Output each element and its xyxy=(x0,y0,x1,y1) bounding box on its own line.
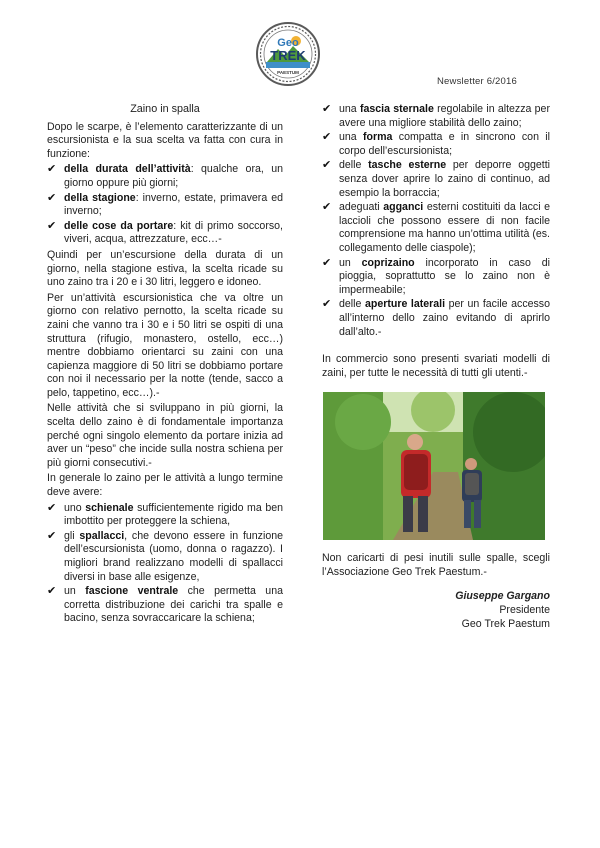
criteria-label: della durata dell’attività xyxy=(64,163,191,176)
list-item xyxy=(322,159,550,200)
list-item xyxy=(47,163,283,190)
checkmark-icon: ✔ xyxy=(322,256,332,269)
feature-text: per deporre oggetti senza dover aprire lo zaino di continuo, ad esempio la borraccia; xyxy=(339,159,551,199)
criteria-label: della stagione xyxy=(64,191,136,204)
commerce-paragraph: In commercio sono presenti svariati modelli di zaini, per tutte le necessità di tutti gli utenti.- xyxy=(322,353,550,379)
feature-prefix: delle xyxy=(339,159,369,172)
feature-prefix: un xyxy=(339,256,362,269)
signature-org: Geo Trek Paestum xyxy=(461,618,550,631)
feature-prefix: delle xyxy=(339,298,365,311)
feature-text: regolabile in altezza per avere una migliore stabilità dello zaino; xyxy=(339,103,550,129)
feature-label: aperture laterali xyxy=(364,298,446,311)
checkmark-icon: ✔ xyxy=(322,201,332,214)
checkmark-icon: ✔ xyxy=(322,298,332,311)
feature-text: che permetta una corretta distribuzione dei carichi tra spalle e bacino, senza sovraccaricare la schiena; xyxy=(64,585,283,625)
paragraph-multi-day: Per un’attività escursionistica che va oltre un giorno con relativo pernotto, la scelta ricade su zaini che vanno tra i 30 e i 50 litri se ospiti di una struttura (rifugio, monastero, ostello, ecc…) mentre dobbiamo orientarci su zaini con una capienza maggiore di 50 litri se dobbiamo portare con noi il necessario per la notte (tende, sacco a pelo, tappetino, ecc…).- xyxy=(47,291,283,399)
features-list-left xyxy=(47,502,283,626)
feature-text: sufficientemente rigido ma ben imbottito per proteggere la schiena, xyxy=(64,501,283,528)
paragraph-importance: Nelle attività che si sviluppano in più giorni, la scelta dello zaino è di fondamentale importanza perché ogni singolo elemento da portare inizia ad aver un “peso” che incide sulla nostra schiena per più giorni consecutivi.- xyxy=(47,402,283,469)
checkmark-icon: ✔ xyxy=(322,159,332,172)
right-column xyxy=(322,103,550,631)
feature-prefix: gli xyxy=(64,529,80,542)
criteria-text: : kit di primo soccorso, viveri, acqua, attrezzature, ecc…- xyxy=(64,219,283,246)
checkmark-icon: ✔ xyxy=(47,585,57,598)
criteria-list xyxy=(47,163,283,247)
feature-label: coprizaino xyxy=(361,256,415,269)
list-item xyxy=(322,103,550,130)
feature-prefix: un xyxy=(64,585,86,598)
list-item xyxy=(47,585,283,626)
checkmark-icon: ✔ xyxy=(47,219,57,232)
feature-label: tasche esterne xyxy=(368,159,447,172)
list-item xyxy=(322,201,550,255)
signature-role: Presidente xyxy=(499,604,550,617)
paragraph-one-day: Quindi per un’escursione della durata di un giorno, nella stagione estiva, la scelta ricade su uno zaino tra i 20 e i 30 litri, leggero e idoneo. xyxy=(47,248,283,289)
feature-label: fascia sternale xyxy=(359,103,434,115)
logo-text-trek: TREK xyxy=(270,48,306,63)
checkmark-icon: ✔ xyxy=(47,501,57,514)
feature-label: fascione ventrale xyxy=(85,585,179,598)
article-title: Zaino in spalla xyxy=(130,103,200,115)
list-item xyxy=(47,502,283,529)
checkmark-icon: ✔ xyxy=(47,529,57,542)
feature-text: incorporato in caso di pioggia, soprattutto se lo zaino non è impermeabile; xyxy=(339,256,550,296)
list-item xyxy=(322,131,550,158)
intro-paragraph: Dopo le scarpe, è l’elemento caratterizzante di un escursionista e la sua scelta va fatta con cura in funzione: xyxy=(47,120,283,160)
newsletter-number: Newsletter 6/2016 xyxy=(437,76,517,87)
criteria-label: delle cose da portare xyxy=(64,219,174,232)
feature-text: , che devono essere in funzione dell’escursionista (uomo, donna o ragazzo). I migliori brand realizzano modelli di spallacci diversi in base alle esigenze, xyxy=(64,529,284,583)
logo-text-geo: Geo xyxy=(277,37,299,49)
checkmark-icon: ✔ xyxy=(322,131,332,144)
list-item xyxy=(322,298,550,339)
signature-name: Giuseppe Gargano xyxy=(455,590,550,603)
feature-label: spallacci xyxy=(79,529,125,542)
hikers-photo xyxy=(323,392,545,540)
feature-label: agganci xyxy=(383,201,424,214)
features-list-right xyxy=(322,103,550,339)
checkmark-icon: ✔ xyxy=(47,163,57,176)
feature-text: per un facile accesso all’interno dello zaino evitando di aprirlo dall’alto.- xyxy=(339,298,550,338)
signature-block xyxy=(322,589,550,631)
feature-prefix: adeguati xyxy=(339,201,384,214)
criteria-text: : qualche ora, un giorno oppure più giorni; xyxy=(64,163,284,189)
feature-text: esterni costituiti da lacci e laccioli che possono essere di non facile comprensione ma hanno un’ottima utilità (es. collegamento delle ciaspole); xyxy=(339,201,551,254)
list-item xyxy=(47,192,283,219)
checkmark-icon: ✔ xyxy=(47,191,57,204)
feature-prefix: una xyxy=(339,131,364,144)
checkmark-icon: ✔ xyxy=(322,103,332,115)
list-item xyxy=(322,257,550,298)
paragraph-features-intro: In generale lo zaino per le attività a lungo termine deve avere: xyxy=(47,472,283,499)
feature-label: forma xyxy=(363,131,393,144)
feature-prefix: una xyxy=(339,103,360,115)
feature-prefix: uno xyxy=(64,501,86,514)
feature-label: schienale xyxy=(85,501,134,514)
closing-paragraph: Non caricarti di pesi inutili sulle spalle, scegli l’Associazione Geo Trek Paestum.- xyxy=(322,552,550,578)
list-item xyxy=(47,530,283,584)
list-item xyxy=(47,220,283,247)
criteria-text: : inverno, estate, primavera ed inverno; xyxy=(64,191,283,218)
logo-text-paestum: PAESTUM xyxy=(277,70,299,75)
feature-text: compatta e in sincrono con il corpo dell’escursionista; xyxy=(339,131,550,157)
geo-trek-logo xyxy=(256,22,320,86)
left-column xyxy=(47,103,283,628)
